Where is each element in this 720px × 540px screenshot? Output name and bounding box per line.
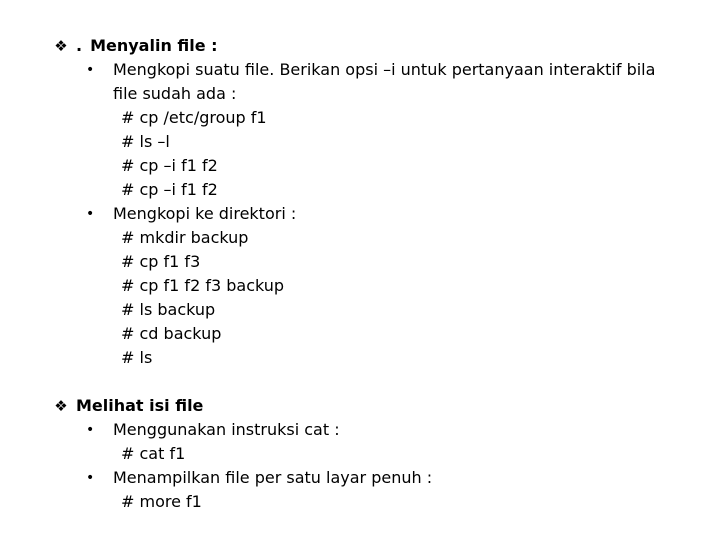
section1-item1-line1: Mengkopi suatu file. Berikan opsi –i untuk pertanyaan interaktif bila	[113, 60, 656, 79]
bullet-icon: •	[86, 206, 95, 222]
command-line: # ls	[121, 348, 153, 367]
command-line: # cp –i f1 f2	[121, 180, 218, 199]
section1-item1-line2: file sudah ada :	[113, 84, 237, 103]
section2-heading: Melihat isi file	[76, 396, 204, 415]
command-line: # mkdir backup	[121, 228, 249, 247]
command-line: # cp /etc/group f1	[121, 108, 267, 127]
command-line: # ls backup	[121, 300, 216, 319]
command-line: # cp –i f1 f2	[121, 156, 218, 175]
section1-heading-row	[52, 34, 218, 58]
command-line: # cat f1	[121, 444, 186, 463]
command-line: # cp f1 f2 f3 backup	[121, 276, 285, 295]
section2-heading-row	[52, 394, 203, 418]
diamond-bullet-icon: ❖	[54, 397, 68, 415]
section1-heading: Menyalin file :	[90, 36, 218, 55]
section1-item2-line1: Mengkopi ke direktori :	[113, 204, 297, 223]
bullet-icon: •	[86, 62, 95, 78]
bullet-icon: •	[86, 422, 95, 438]
command-line: # cd backup	[121, 324, 222, 343]
bullet-icon: •	[86, 470, 95, 486]
heading-dot: .	[76, 36, 83, 55]
section2-item1-line1: Menggunakan instruksi cat :	[113, 420, 340, 439]
command-line: # ls –l	[121, 132, 170, 151]
diamond-bullet-icon: ❖	[54, 37, 68, 55]
command-line: # cp f1 f3	[121, 252, 201, 271]
section2-item2-line1: Menampilkan file per satu layar penuh :	[113, 468, 433, 487]
command-line: # more f1	[121, 492, 202, 511]
